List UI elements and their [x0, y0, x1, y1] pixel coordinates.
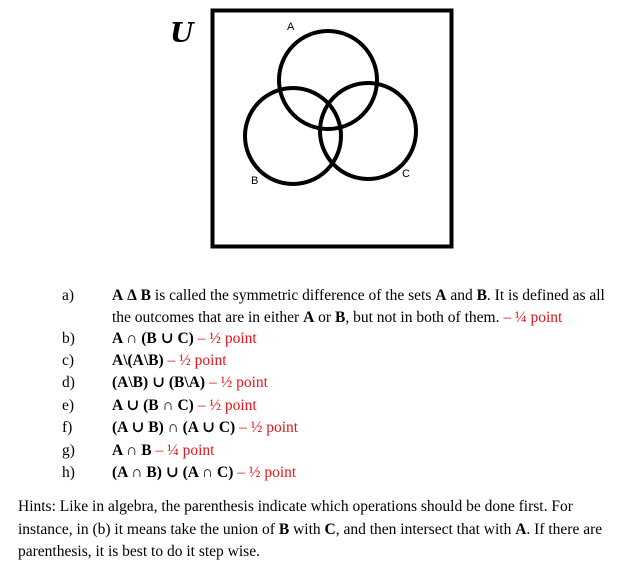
- set-c-label: C: [402, 168, 410, 180]
- set-a-label: A: [287, 21, 295, 33]
- question-h-points: – ½ point: [233, 464, 297, 481]
- question-a-line2: the outcomes that are in either A or B, but not in both of them. – ¼ point: [112, 309, 563, 326]
- question-b-letter: b): [62, 330, 75, 347]
- question-d-letter: d): [62, 374, 75, 391]
- question-e-letter: e): [62, 397, 75, 414]
- set-a-circle: [279, 31, 377, 129]
- question-c-letter: c): [62, 352, 75, 369]
- question-g-points: – ¼ point: [151, 442, 215, 459]
- question-c-expression: A\(A\B): [112, 352, 164, 369]
- question-f-letter: f): [62, 419, 73, 436]
- question-b-expression: A ∩ (B ∪ C): [112, 330, 194, 347]
- question-a-line1: A Δ B is called the symmetric difference of the sets A and B. It is defined as all: [112, 287, 605, 304]
- question-h-letter: h): [62, 464, 75, 481]
- question-c-points: – ½ point: [163, 352, 227, 369]
- question-e-expression: A ∪ (B ∩ C): [112, 397, 194, 414]
- question-a-points: – ¼ point: [499, 309, 563, 326]
- question-f-expression: (A ∪ B) ∩ (A ∪ C): [112, 419, 236, 436]
- question-f-points: – ½ point: [235, 419, 299, 436]
- question-e-points: – ½ point: [193, 397, 257, 414]
- set-c-circle: [320, 83, 416, 179]
- set-b-label: B: [251, 175, 259, 187]
- question-d-points: – ½ point: [205, 374, 268, 391]
- hints-paragraph: Hints: Like in algebra, the parenthesis indicate which operations should be done first. For instance, in (b) it means take the union of B with C, and then intersect that with A. If there are parenthesis, it is best to do it step wise.: [18, 498, 603, 560]
- question-h-expression: (A ∩ B) ∪ (A ∩ C): [112, 464, 234, 481]
- question-g-expression: A ∩ B: [112, 442, 152, 459]
- question-g-letter: g): [62, 442, 75, 459]
- question-a-letter: a): [62, 287, 75, 304]
- question-d-expression: (A\B) ∪ (B\A): [112, 374, 206, 391]
- venn-diagram: [0, 0, 641, 280]
- set-b-circle: [245, 88, 341, 184]
- universe-label: U: [170, 18, 194, 49]
- question-b-points: – ½ point: [193, 330, 257, 347]
